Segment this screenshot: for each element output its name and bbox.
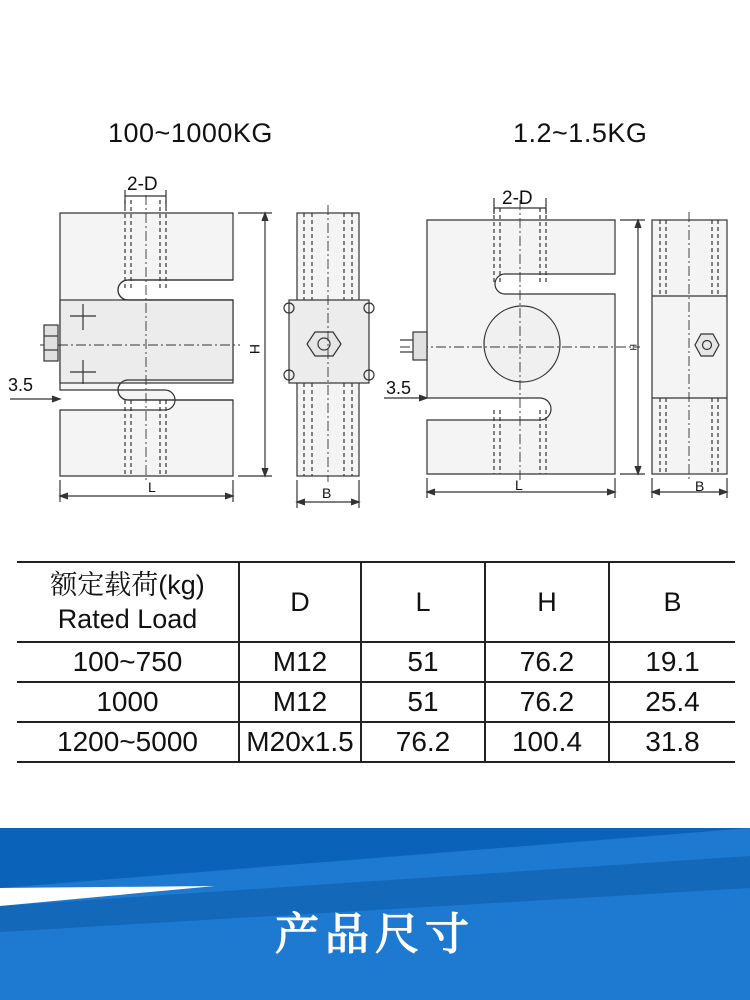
right-h-label: H [628,344,638,351]
cell-h: 76.2 [485,682,609,722]
left-offset-label: 3.5 [8,375,34,395]
cell-b: 25.4 [609,682,735,722]
left-bolt-head [44,325,58,361]
left-side-view [284,205,374,482]
left-b-label: B [322,485,332,501]
right-front-view [384,200,640,482]
header-load-cn: 额定载荷(kg) [50,570,205,600]
header-l: L [361,562,485,642]
table-row [17,642,735,682]
cell-load: 1000 [17,682,239,722]
cell-d: M20x1.5 [239,722,361,762]
header-b: B [609,562,735,642]
cell-l: 51 [361,642,485,682]
header-rated-load [17,562,239,642]
header-load-en: Rated Load [57,604,198,634]
left-middle-block [60,300,233,383]
left-inner-upper-slot [118,280,233,300]
banner-title: 产品尺寸 [275,909,475,960]
cell-d: M12 [239,682,361,722]
left-l-dimension [60,480,233,502]
right-drawing-title: 1.2~1.5KG [513,118,648,148]
header-h: H [485,562,609,642]
left-l-label: L [148,479,156,495]
cell-load: 100~750 [17,642,239,682]
cell-h: 76.2 [485,642,609,682]
left-h-label: H [247,344,263,355]
left-drawing-title: 100~1000KG [108,118,273,148]
cell-b: 31.8 [609,722,735,762]
right-d-label: 2-D [502,188,533,209]
right-b-label: B [695,478,705,494]
right-offset-label: 3.5 [386,378,412,398]
right-center-bore [484,306,560,382]
right-l-label: L [515,477,523,493]
spec-table-header [17,562,735,642]
spec-table [17,561,735,763]
cell-b: 19.1 [609,642,735,682]
right-side-hex-nut [695,334,719,356]
left-front-view [10,195,240,482]
table-row [17,682,735,722]
cell-l: 76.2 [361,722,485,762]
cell-load: 1200~5000 [17,722,239,762]
table-row [17,722,735,762]
cell-d: M12 [239,642,361,682]
left-side-hex-nut [307,332,341,356]
right-side-view [652,212,727,482]
header-d: D [239,562,361,642]
right-bolt-head [413,332,427,360]
right-b-dimension [652,478,727,498]
cell-l: 51 [361,682,485,722]
cell-h: 100.4 [485,722,609,762]
left-d-label: 2-D [127,174,158,195]
